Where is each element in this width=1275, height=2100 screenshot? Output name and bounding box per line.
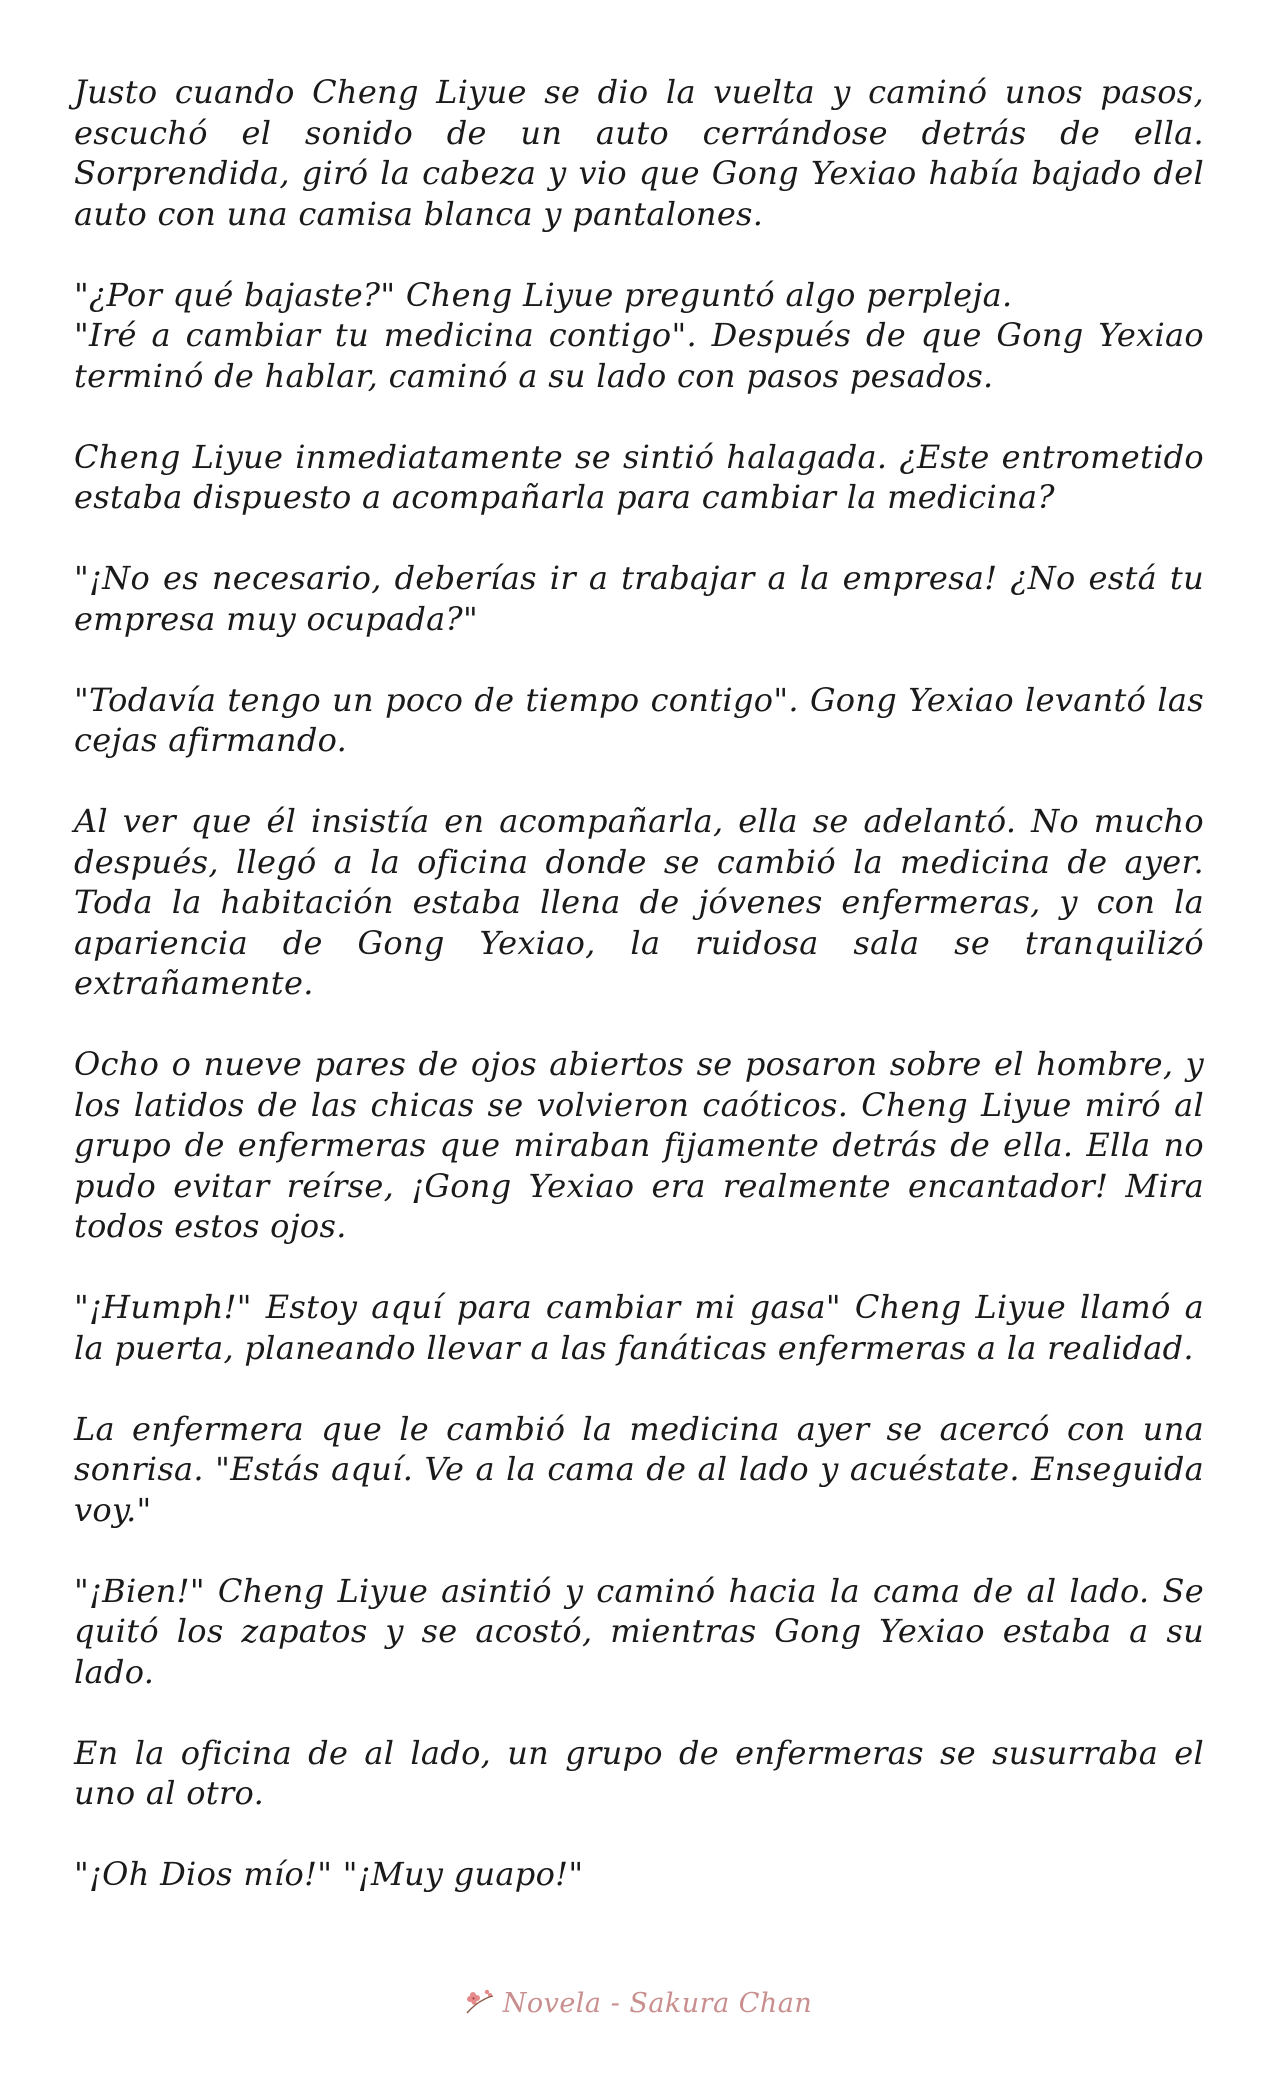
- paragraph-1: Justo cuando Cheng Liyue se dio la vuelta y caminó unos pasos, escuchó el sonido de un auto cerrándose detrás de ella. Sorprendida, giró la cabeza y vio que Gong Yexiao había bajado del auto con una camisa blanca y pantalones.: [74, 73, 1204, 233]
- paragraph-8: Ocho o nueve pares de ojos abiertos se posaron sobre el hombre, y los latidos de las chicas se volvieron caóticos. Cheng Liyue miró al grupo de enfermeras que miraban fijamente detrás de ella. Ella no pudo evitar reírse, ¡Gong Yexiao era realmente encantador! Mira todos estos ojos.: [74, 1045, 1204, 1245]
- paragraph-2: "¿Por qué bajaste?" Cheng Liyue preguntó algo perpleja.: [74, 275, 1013, 314]
- paragraph-5: "¡No es necesario, deberías ir a trabajar a la empresa! ¿No está tu empresa muy ocupada?": [74, 559, 1204, 638]
- paragraph-13: "¡Oh Dios mío!" "¡Muy guapo!": [74, 1855, 584, 1893]
- sakura-flower-icon: [463, 1986, 497, 2016]
- paragraph-11: "¡Bien!" Cheng Liyue asintió y caminó hacia la cama de al lado. Se quitó los zapatos y se acostó, mientras Gong Yexiao estaba a su lado.: [74, 1571, 1204, 1691]
- paragraph-6: "Todavía tengo un poco de tiempo contigo". Gong Yexiao levantó las cejas afirmando.: [74, 680, 1204, 759]
- paragraph-12: En la oficina de al lado, un grupo de enfermeras se susurraba el uno al otro.: [74, 1733, 1204, 1812]
- paragraph-7: Al ver que él insistía en acompañarla, ella se adelantó. No mucho después, llegó a la oficina donde se cambió la medicina de ayer. Toda la habitación estaba llena de jóvenes enfermeras, y con la apariencia de Gong Yexiao, la ruidosa sala se tranquilizó extrañamente.: [74, 802, 1204, 1002]
- paragraph-3: "Iré a cambiar tu medicina contigo". Después de que Gong Yexiao terminó de hablar, caminó a su lado con pasos pesados.: [74, 316, 1204, 395]
- paragraph-4: Cheng Liyue inmediatamente se sintió halagada. ¿Este entrometido estaba dispuesto a acompañarla para cambiar la medicina?: [74, 437, 1204, 516]
- watermark-footer: [0, 1986, 1275, 2019]
- watermark-text: Novela - Sakura Chan: [502, 1988, 813, 2019]
- paragraph-9: "¡Humph!" Estoy aquí para cambiar mi gasa" Cheng Liyue llamó a la puerta, planeando llevar a las fanáticas enfermeras a la realidad.: [74, 1288, 1204, 1367]
- chapter-text: [74, 72, 1204, 1895]
- paragraph-10: La enfermera que le cambió la medicina ayer se acercó con una sonrisa. "Estás aquí. Ve a la cama de al lado y acuéstate. Enseguida voy.": [74, 1409, 1204, 1529]
